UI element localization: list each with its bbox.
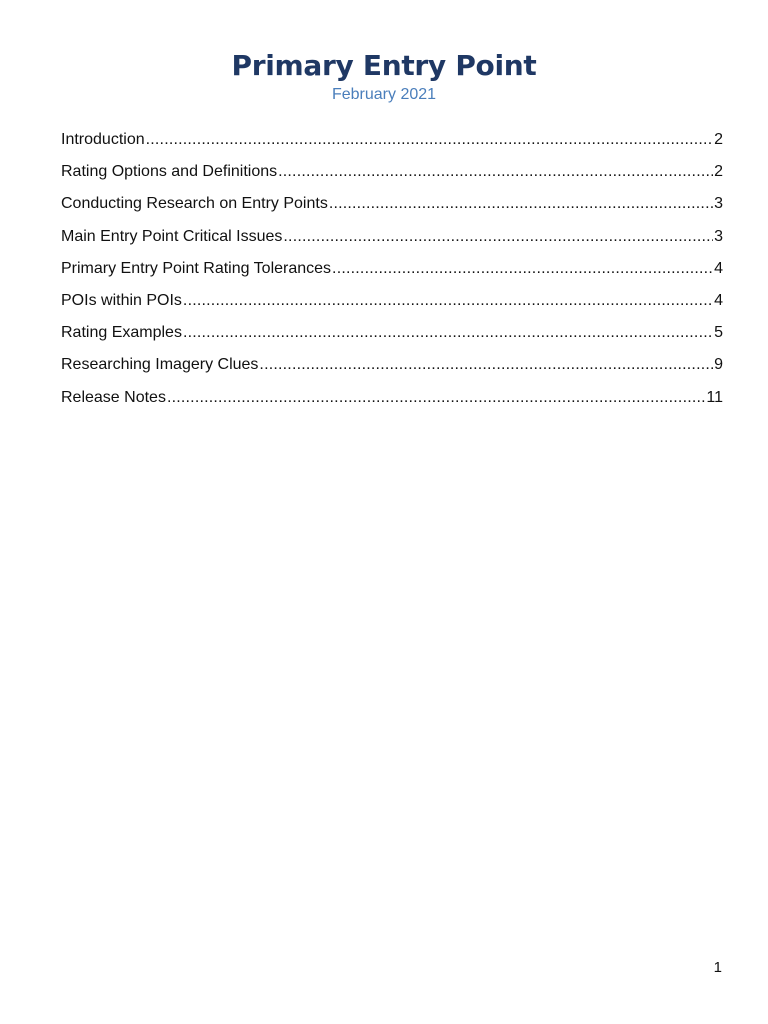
toc-entry-label: Release Notes	[61, 388, 166, 406]
page-number: 1	[713, 959, 722, 976]
document-date: February 2021	[331, 86, 437, 103]
toc-dot-leader	[183, 322, 713, 344]
toc-entry-introduction[interactable]	[61, 128, 723, 160]
toc-entry-conducting-research[interactable]	[61, 192, 723, 224]
toc-entry-page: 2	[714, 163, 723, 181]
table-of-contents	[61, 128, 723, 418]
toc-dot-leader	[332, 258, 713, 280]
toc-entry-label: POIs within POIs	[61, 291, 182, 309]
toc-entry-page: 4	[714, 259, 723, 277]
toc-dot-leader	[146, 129, 713, 151]
toc-dot-leader	[329, 193, 713, 215]
toc-entry-page: 3	[714, 195, 723, 213]
toc-entry-pois-within-pois[interactable]	[61, 289, 723, 321]
toc-entry-page: 11	[706, 388, 723, 406]
toc-entry-rating-tolerances[interactable]	[61, 257, 723, 289]
toc-entry-release-notes[interactable]	[61, 386, 723, 418]
toc-entry-label: Introduction	[61, 131, 145, 148]
toc-entry-imagery-clues[interactable]	[61, 353, 723, 385]
toc-entry-page: 9	[714, 356, 723, 374]
toc-entry-critical-issues[interactable]	[61, 225, 723, 257]
toc-entry-page: 4	[714, 291, 723, 309]
document-title: Primary Entry Point	[231, 49, 537, 82]
toc-entry-rating-examples[interactable]	[61, 321, 723, 353]
toc-entry-label: Main Entry Point Critical Issues	[61, 227, 283, 245]
toc-entry-label: Primary Entry Point Rating Tolerances	[61, 259, 332, 277]
toc-dot-leader	[259, 354, 713, 376]
toc-entry-label: Rating Options and Definitions	[61, 163, 278, 181]
toc-entry-page: 3	[714, 227, 723, 245]
toc-dot-leader	[278, 161, 713, 183]
toc-dot-leader	[283, 226, 713, 248]
toc-entry-rating-options[interactable]	[61, 160, 723, 192]
toc-dot-leader	[183, 290, 713, 312]
toc-entry-label: Researching Imagery Clues	[61, 356, 259, 374]
toc-entry-label: Conducting Research on Entry Points	[61, 195, 328, 213]
toc-entry-page: 2	[714, 131, 723, 148]
toc-entry-page: 5	[714, 324, 723, 342]
toc-entry-label: Rating Examples	[61, 324, 182, 342]
toc-dot-leader	[167, 387, 705, 409]
